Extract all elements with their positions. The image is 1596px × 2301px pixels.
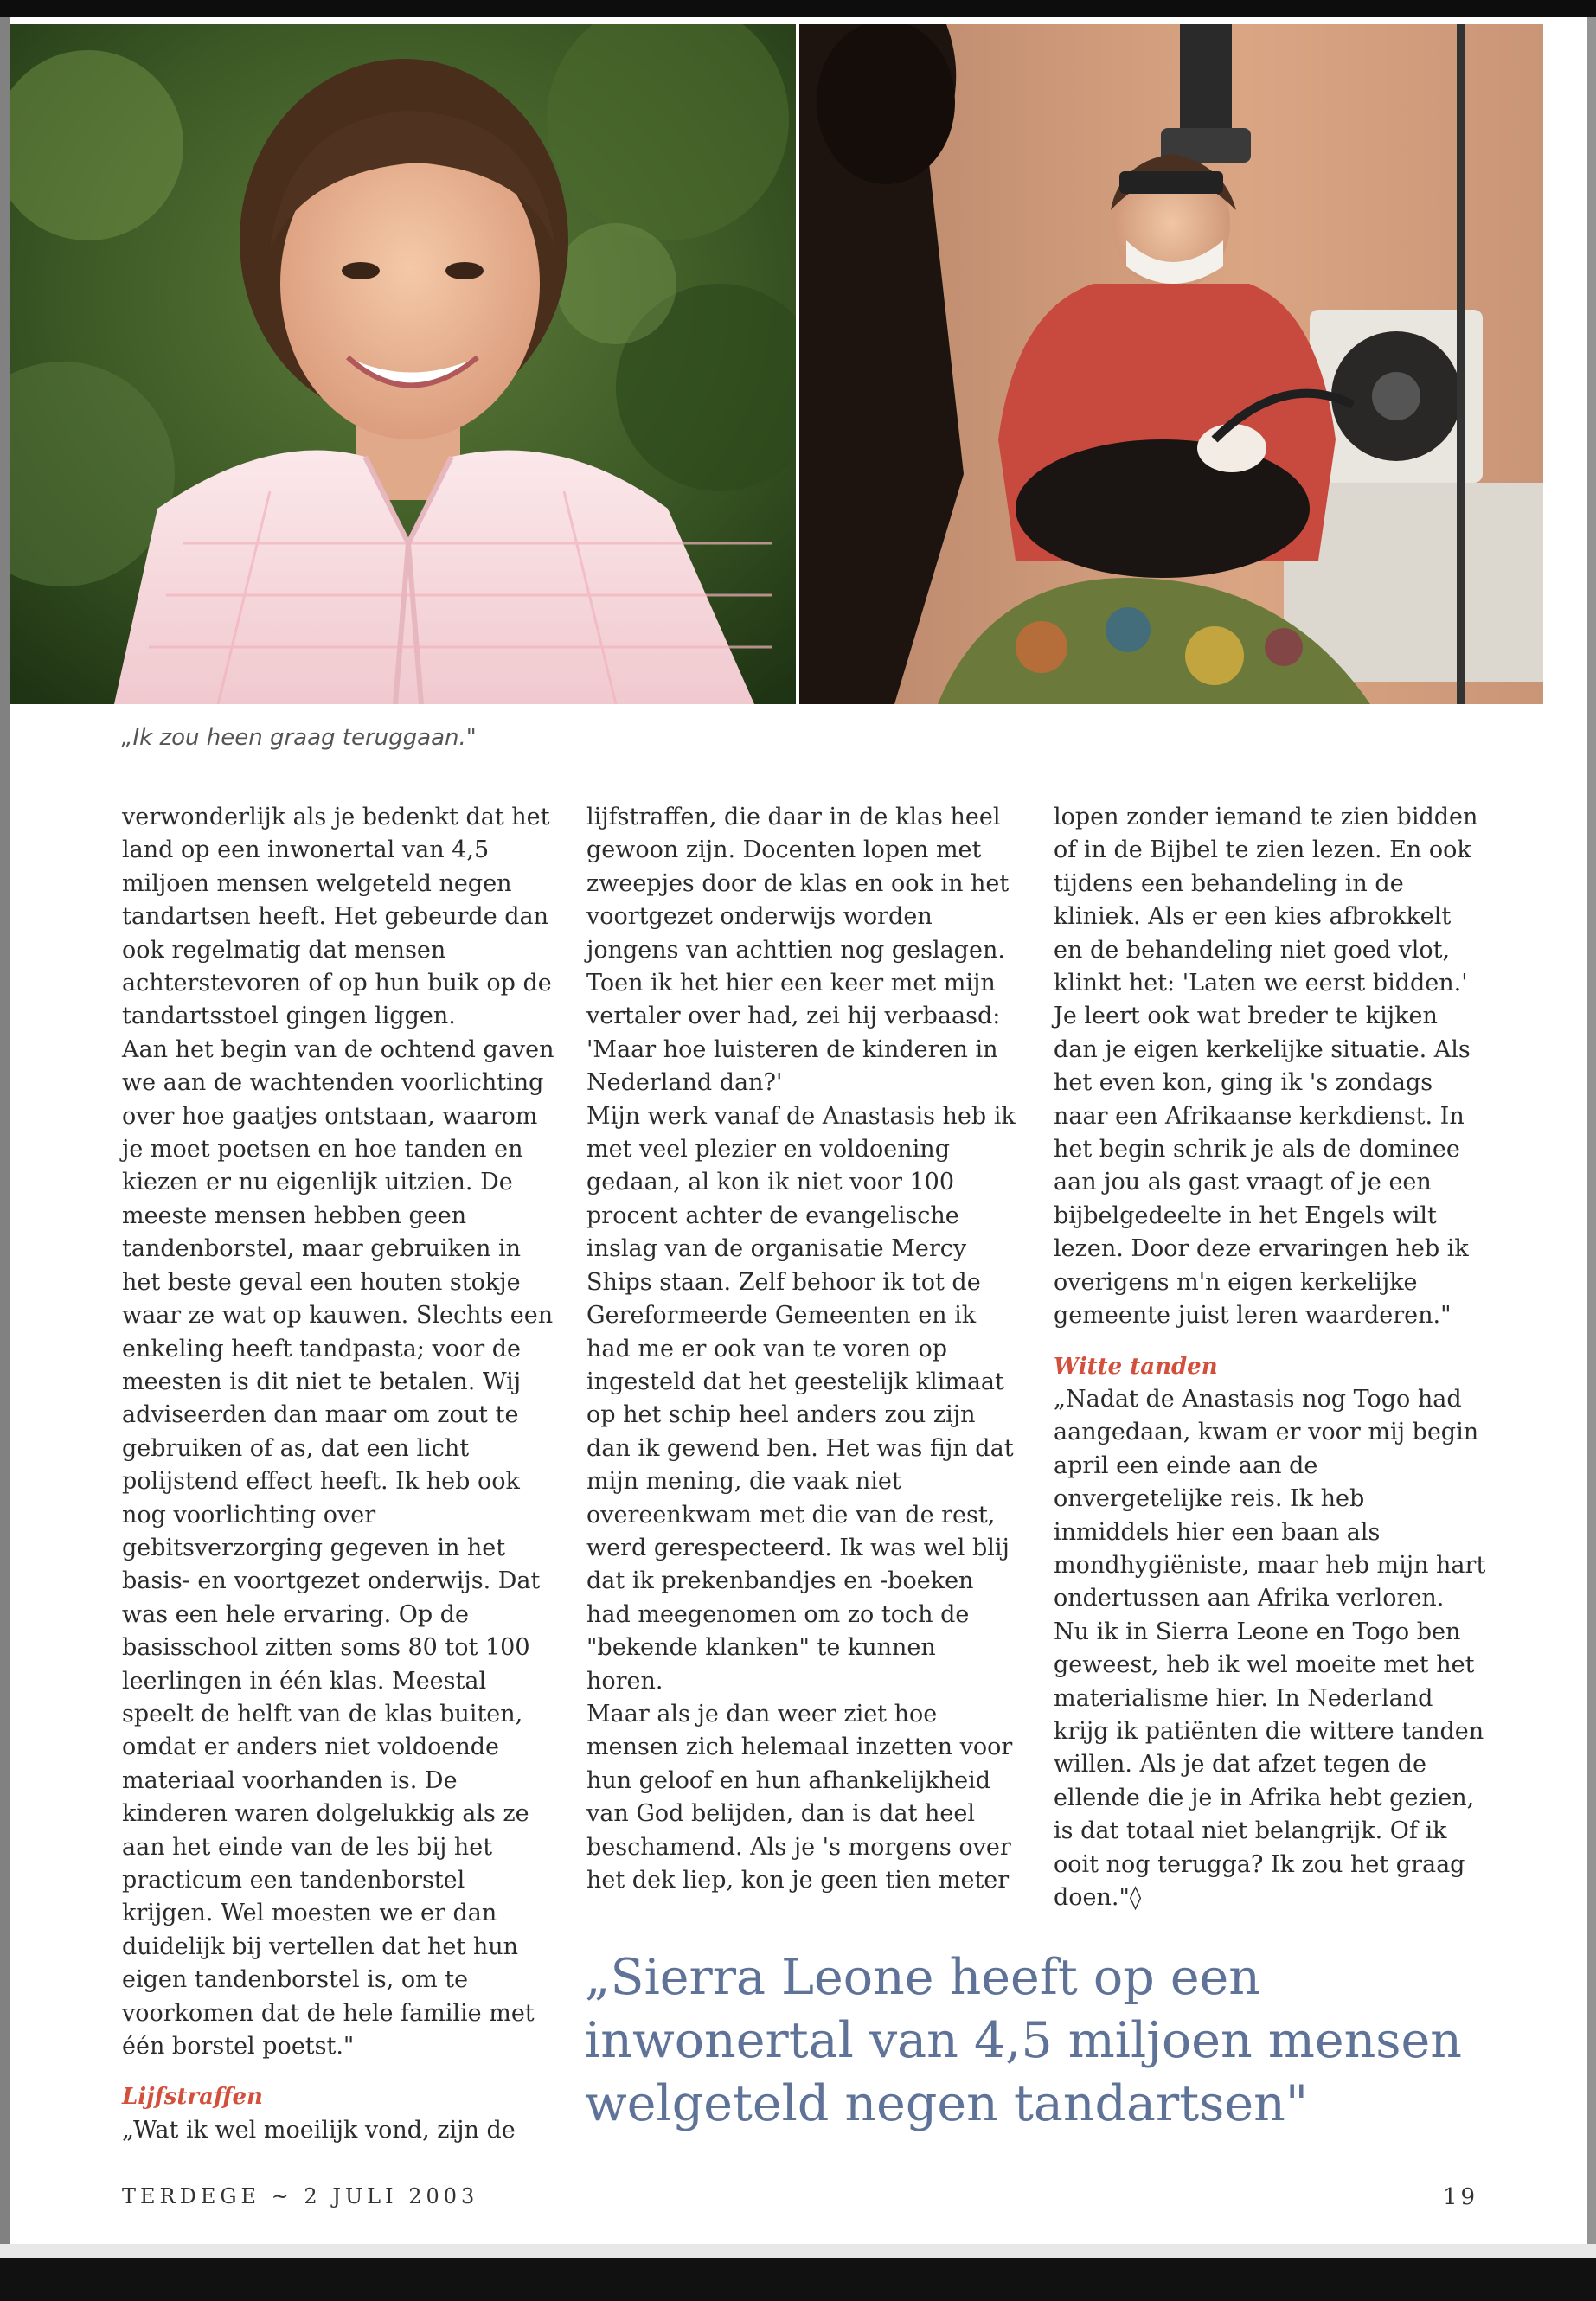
subheading-witte-tanden: Witte tanden bbox=[1054, 1353, 1218, 1380]
top-edge-bar bbox=[0, 0, 1596, 17]
text-column-1 bbox=[122, 801, 554, 2147]
portrait-photo bbox=[10, 24, 796, 704]
paragraph: Mijn werk vanaf de Anastasis heb ik met veel plezier en voldoening gedaan, al kon ik niet voor 100 procent achter de evangelische inslag van de organisatie Mercy Ships staan. Zelf behoor ik tot de Gereformeerde Gemeenten en ik had me er ook van te voren op ingesteld dat het geestelijk klimaat op het schip heel anders zou zijn dan ik gewend ben. Het was fijn dat mijn mening, die vaak niet overeenkwam met die van de rest, werd gerespecteerd. Ik was wel blij dat ik prekenbandjes en -boeken had meegenomen om zo toch de "bekende klanken" te kunnen horen. bbox=[586, 1102, 1016, 1695]
paragraph: „Nadat de Anastasis nog Togo had aangedaan, kwam er voor mij begin april een einde aan de onvergetelijke reis. Ik heb inmiddels hier een baan als mondhygiëniste, maar heb mijn hart ondertussen aan Afrika verloren. Nu ik in Sierra Leone en Togo ben geweest, heb ik wel moeite met het materialisme hier. In Nederland krijg ik patiënten die wittere tanden willen. Als je dat afzet tegen de ellende die je in Afrika hebt gezien, is dat totaal niet belangrijk. Of ik ooit nog terugga? Ik zou het graag doen."◊ bbox=[1054, 1385, 1486, 1911]
paragraph: Aan het begin van de ochtend gaven we aan de wachtenden voorlichting over hoe gaatjes ontstaan, waarom je moet poetsen en hoe tanden en kiezen er nu eigenlijk uitzien. De meeste mensen hebben geen tandenborstel, maar gebruiken in het beste geval een houten stokje waar ze wat op kauwen. Slechts een enkeling heeft tandpasta; voor de meesten is dit niet te betalen. Wij adviseerden dan maar om zout te gebruiken of as, dat een licht polijstend effect heeft. Ik heb ook nog voorlichting over gebitsverzorging gegeven in het basis- en voortgezet onderwijs. Dat was een hele ervaring. Op de basisschool zitten soms 80 tot 100 leerlingen in één klas. Meestal speelt de helft van de klas buiten, omdat er anders niet voldoende materiaal voorhanden is. De kinderen waren dolgelukkig als ze aan het einde van de les bij het practicum een tandenborstel krijgen. Wel moesten we er dan duidelijk bij vertellen dat het hun eigen tandenborstel is, om te voorkomen dat de hele familie met één borstel poetst." bbox=[122, 1035, 554, 2061]
footer-publication: TERDEGE ~ 2 JULI 2003 bbox=[122, 2184, 479, 2208]
bottom-edge-bar bbox=[0, 2258, 1596, 2301]
paragraph: lijfstraffen, die daar in de klas heel gewoon zijn. Docenten lopen met zweepjes door de klas en ook in het voortgezet onderwijs worden jongens van achttien nog geslagen. Toen ik het hier een keer met mijn vertaler over had, zei hij verbaasd: 'Maar hoe luisteren de kinderen in Nederland dan?' bbox=[586, 804, 1010, 1097]
left-scan-edge bbox=[0, 17, 10, 2258]
paragraph: verwonderlijk als je bedenkt dat het land op een inwonertal van 4,5 miljoen mensen welgeteld negen tandartsen heeft. Het gebeurde dan ook regelmatig dat mensen achterstevoren of op hun buik op de tandartsstoel gingen liggen. bbox=[122, 804, 552, 1030]
pull-quote: „Sierra Leone heeft op een inwonertal van 4,5 miljoen mensen welgeteld negen tandartsen" bbox=[585, 1949, 1463, 2132]
subheading-lijfstraffen: Lijfstraffen bbox=[122, 2084, 263, 2111]
page-number: 19 bbox=[1443, 2184, 1479, 2210]
text-column-2 bbox=[586, 801, 1019, 1897]
dentist-photo bbox=[799, 24, 1543, 704]
right-scan-edge bbox=[1587, 17, 1596, 2258]
paragraph: „Wat ik wel moeilijk vond, zijn de bbox=[122, 2116, 516, 2144]
photo-caption: „Ik zou heen graag teruggaan." bbox=[121, 725, 477, 751]
text-column-3 bbox=[1054, 801, 1486, 1914]
paragraph: Maar als je dan weer ziet hoe mensen zich helemaal inzetten voor hun geloof en hun afhankelijkheid van God belijden, dan is dat heel beschamend. Als je 's morgens over het dek liep, kon je geen tien meter bbox=[586, 1700, 1013, 1894]
paragraph: lopen zonder iemand te zien bidden of in de Bijbel te zien lezen. En ook tijdens een behandeling in de kliniek. Als er een kies afbrokkelt en de behandeling niet goed vlot, klinkt het: 'Laten we eerst bidden.' Je leert ook wat breder te kijken dan je eigen kerkelijke situatie. Als het even kon, ging ik 's zondags naar een Afrikaanse kerkdienst. In het begin schrik je als de dominee aan jou als gast vraagt of je een bijbelgedeelte in het Engels wilt lezen. Door deze ervaringen heb ik overigens m'n eigen kerkelijke gemeente juist leren waarderen." bbox=[1054, 804, 1478, 1330]
